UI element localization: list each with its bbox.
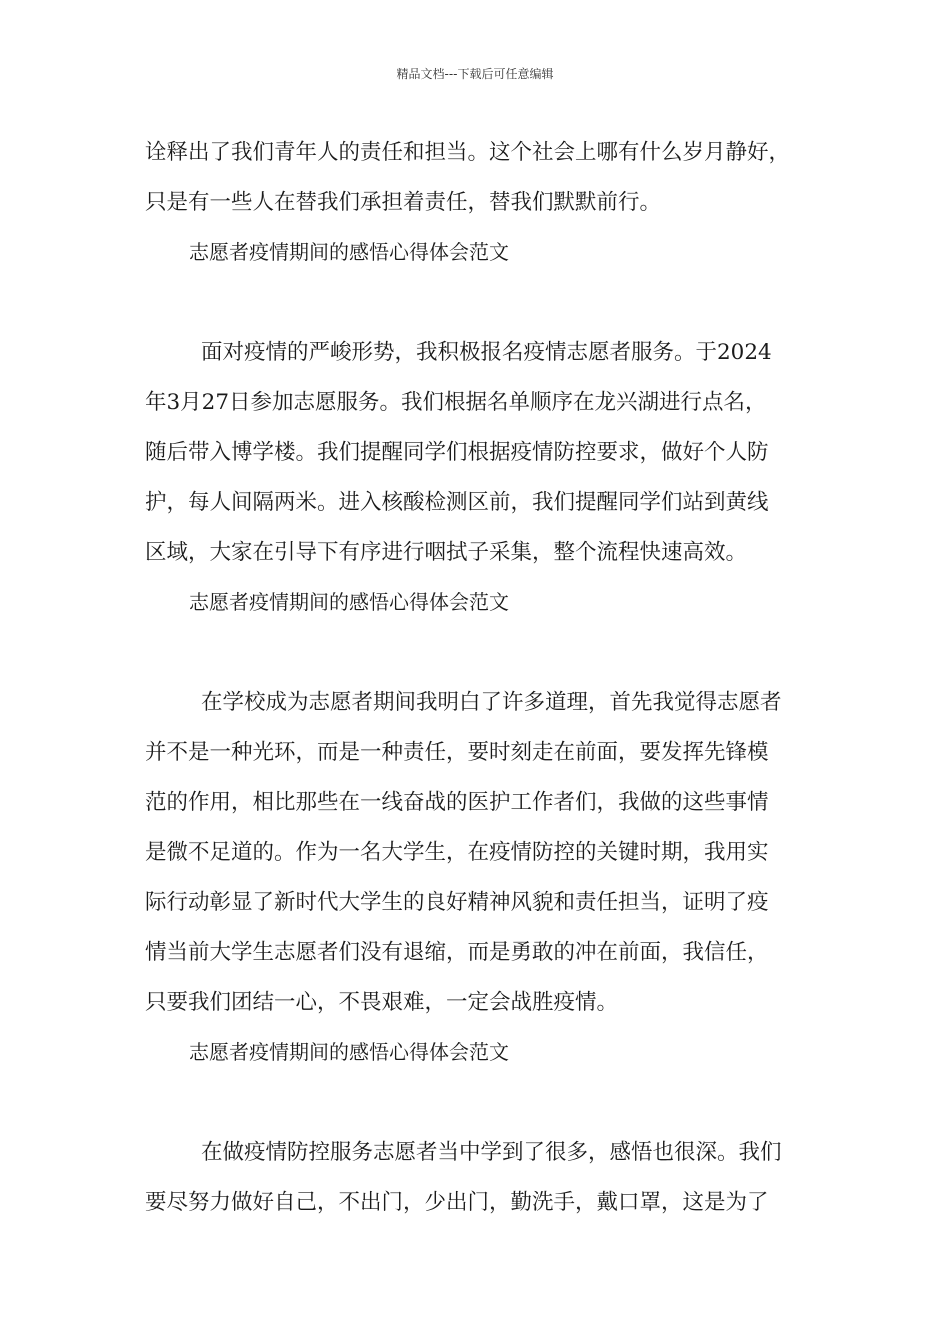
section-heading: 志愿者疫情期间的感悟心得体会范文: [189, 1040, 509, 1064]
paragraph: [145, 1128, 810, 1228]
text-line: 年3月27日参加志愿服务。我们根据名单顺序在龙兴湖进行点名，: [145, 390, 767, 415]
text-line: 随后带入博学楼。我们提醒同学们根据疫情防控要求，做好个人防: [145, 440, 769, 465]
section-heading: 志愿者疫情期间的感悟心得体会范文: [189, 240, 509, 264]
text-line: 是微不足道的。作为一名大学生，在疫情防控的关键时期，我用实: [145, 840, 769, 865]
text-line: 区域，大家在引导下有序进行咽拭子采集，整个流程快速高效。: [145, 540, 748, 565]
section-heading: 志愿者疫情期间的感悟心得体会范文: [189, 590, 509, 614]
document-body: [145, 128, 810, 1228]
spacer: [145, 626, 810, 678]
text-line: 只是有一些人在替我们承担着责任，替我们默默前行。: [145, 190, 662, 215]
text-line: 在做疫情防控服务志愿者当中学到了很多，感悟也很深。我们: [201, 1140, 782, 1165]
text-line: 面对疫情的严峻形势，我积极报名疫情志愿者服务。于2024: [201, 340, 772, 365]
page-header: 精品文档---下载后可任意编辑: [396, 67, 554, 81]
spacer: [145, 276, 810, 328]
text-line: 范的作用，相比那些在一线奋战的医护工作者们，我做的这些事情: [145, 790, 769, 815]
paragraph: [145, 678, 810, 1028]
text-line: 只要我们团结一心，不畏艰难，一定会战胜疫情。: [145, 990, 619, 1015]
text-line: 际行动彰显了新时代大学生的良好精神风貌和责任担当，证明了疫: [145, 890, 769, 915]
paragraph: [145, 328, 810, 578]
spacer: [145, 1076, 810, 1128]
text-line: 在学校成为志愿者期间我明白了许多道理，首先我觉得志愿者: [201, 690, 782, 715]
text-line: 诠释出了我们青年人的责任和担当。这个社会上哪有什么岁月静好，: [145, 140, 791, 165]
text-line: 要尽努力做好自己，不出门，少出门，勤洗手，戴口罩，这是为了: [145, 1190, 769, 1215]
text-line: 护，每人间隔两米。进入核酸检测区前，我们提醒同学们站到黄线: [145, 490, 769, 515]
paragraph-continuation: [145, 128, 810, 228]
text-line: 并不是一种光环，而是一种责任，要时刻走在前面，要发挥先锋模: [145, 740, 769, 765]
text-line: 情当前大学生志愿者们没有退缩，而是勇敢的冲在前面，我信任，: [145, 940, 769, 965]
